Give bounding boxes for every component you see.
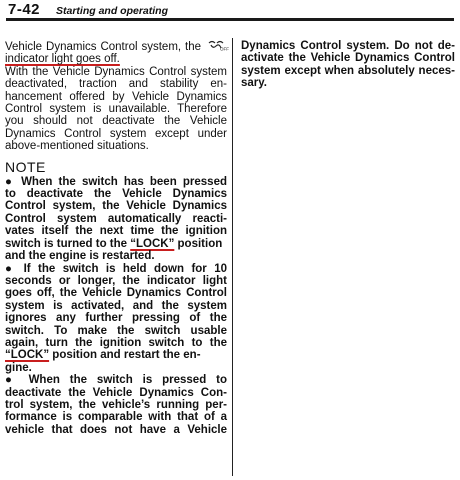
right-column xyxy=(241,40,455,90)
svg-text:OFF: OFF xyxy=(219,46,229,52)
lock-position-label: “LOCK” xyxy=(130,237,175,250)
intro-line-2: indicator light goes off. xyxy=(5,53,120,66)
section-title: Starting and operating xyxy=(56,5,169,17)
intro-paragraph xyxy=(5,40,227,66)
deactivation-paragraph: With the Vehicle Dynamics Control system deactivated, traction and stability en- hancement offered by Vehicle Dynamics Control system is unavailable. Therefore you should not deactivate the Vehicle Dynamics Control system except under above-mentioned situations. xyxy=(5,65,227,153)
vdc-off-indicator-icon xyxy=(206,40,229,52)
page-header xyxy=(6,0,454,22)
note-item-3: ● When the switch is pressed to deactivate the Vehicle Dynamics Con- trol system, the vehicle’s running per- formance is comparable with that of a vehicle that does not have a Vehicle xyxy=(5,374,227,436)
page-number: 7-42 xyxy=(8,1,41,18)
intro-line-1: Vehicle Dynamics Control system, the OFF xyxy=(5,41,229,53)
note-heading: NOTE xyxy=(5,158,46,175)
left-column xyxy=(5,40,227,436)
header-rule xyxy=(6,18,454,21)
lock-position-label: “LOCK” xyxy=(5,349,50,362)
note-item-3-continued: Dynamics Control system. Do not de- activate the Vehicle Dynamics Control system except when absolutely neces- sary. xyxy=(241,40,455,90)
note-item-2: ● If the switch is held down for 10 seconds or longer, the indicator light goes off, the Vehicle Dynamics Control system is activated, and the system ignores any further pressing of the switch. To make the switch usable again, turn the ignition switch to the “LOCK” position and restart the en- gine. xyxy=(5,262,227,374)
note-item-1: ● When the switch has been pressed to deactivate the Vehicle Dynamics Control system, the Vehicle Dynamics Control system automatically reacti- vates itself the next time the ignition switch is turned to the “LOCK” position and the engine is restarted. xyxy=(5,175,227,263)
column-divider xyxy=(232,38,233,476)
